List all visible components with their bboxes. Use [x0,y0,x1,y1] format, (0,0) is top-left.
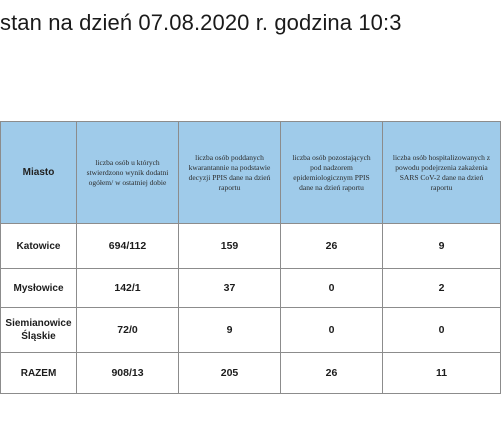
city-cell: Katowice [1,224,77,269]
table-total-row [1,353,501,394]
header-hospitalized: liczba osób hospitalizowanych z powodu podejrzenia zakażenia SARS CoV-2 dane na dzień raportu [383,122,501,224]
city-cell: Mysłowice [1,269,77,308]
covid-statistics-table-wrapper [0,121,500,394]
hospitalized-cell: 2 [383,269,501,308]
supervision-cell: 26 [281,353,383,394]
positive-cases-cell: 142/1 [77,269,179,308]
table-header-row [1,122,501,224]
header-city: Miasto [1,122,77,224]
supervision-cell: 26 [281,224,383,269]
header-quarantine: liczba osób poddanych kwarantannie na podstawie decyzji PPIS dane na dzień raportu [179,122,281,224]
total-label-cell: RAZEM [1,353,77,394]
table-row [1,269,501,308]
report-date-heading: stan na dzień 07.08.2020 r. godzina 10:3 [0,10,402,35]
covid-statistics-table [0,121,501,394]
quarantine-cell: 9 [179,308,281,353]
header-positive-cases: liczba osób u których stwierdzono wynik dodatni ogółem/ w ostatniej dobie [77,122,179,224]
quarantine-cell: 205 [179,353,281,394]
positive-cases-cell: 694/112 [77,224,179,269]
supervision-cell: 0 [281,308,383,353]
table-row [1,224,501,269]
positive-cases-cell: 72/0 [77,308,179,353]
hospitalized-cell: 0 [383,308,501,353]
quarantine-cell: 159 [179,224,281,269]
quarantine-cell: 37 [179,269,281,308]
hospitalized-cell: 11 [383,353,501,394]
table-row [1,308,501,353]
header-epidemiological-supervision: liczba osób pozostających pod nadzorem epidemiologicznym PPIS dane na dzień raportu [281,122,383,224]
supervision-cell: 0 [281,269,383,308]
city-cell: Siemianowice Śląskie [1,308,77,353]
hospitalized-cell: 9 [383,224,501,269]
positive-cases-cell: 908/13 [77,353,179,394]
